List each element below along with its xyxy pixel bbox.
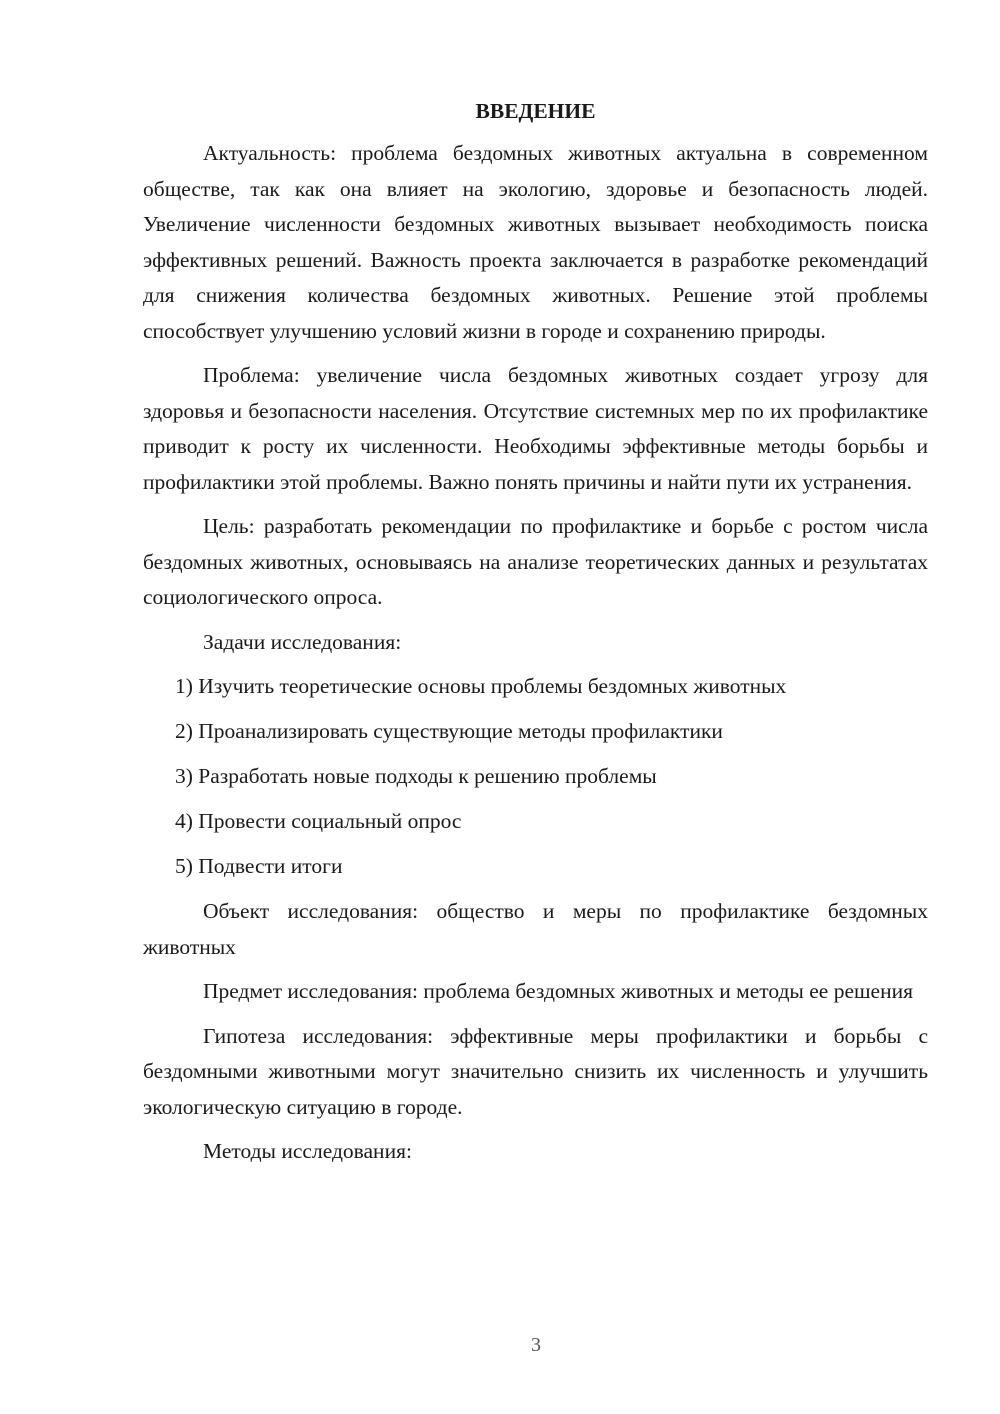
tasks-list (143, 669, 928, 885)
subject-paragraph: Предмет исследования: проблема бездомных животных и методы ее решения (203, 979, 913, 1003)
page-number: 3 (531, 1334, 541, 1356)
task-item: 1) Изучить теоретические основы проблемы бездомных животных (175, 674, 787, 698)
problem-paragraph: Проблема: увеличение числа бездомных животных создает угрозу для здоровья и безопасности населения. Отсутствие системных мер по их профилактике приводит к росту их численности. Необходимы эффективные методы борьбы и профилактики этой проблемы. Важно понять причины и найти пути их устранения. (143, 363, 928, 494)
object-paragraph: Объект исследования: общество и меры по профилактике бездомных животных (143, 899, 928, 959)
relevance-paragraph: Актуальность: проблема бездомных животных актуальна в современном обществе, так как она влияет на экологию, здоровье и безопасность людей. Увеличение численности бездомных животных вызывает необходимость поиска эффективных решений. Важность проекта заключается в разработке рекомендаций для снижения количества бездомных животных. Решение этой проблемы способствует улучшению условий жизни в городе и сохранению природы. (143, 141, 928, 343)
tasks-heading: Задачи исследования: (203, 629, 402, 654)
hypothesis-paragraph: Гипотеза исследования: эффективные меры профилактики и борьбы с бездомными животными могут значительно снизить их численность и улучшить экологическую ситуацию в городе. (143, 1023, 928, 1119)
task-item: 4) Провести социальный опрос (175, 809, 462, 833)
task-item: 2) Проанализировать существующие методы профилактики (175, 719, 723, 743)
page-title: ВВЕДЕНИЕ (475, 99, 596, 123)
goal-paragraph: Цель: разработать рекомендации по профилактике и борьбе с ростом числа бездомных животных, основываясь на анализе теоретических данных и результатах социологического опроса. (143, 514, 928, 609)
page-content (143, 96, 928, 1179)
task-item: 5) Подвести итоги (175, 854, 343, 878)
task-item: 3) Разработать новые подходы к решению проблемы (175, 764, 657, 788)
methods-heading: Методы исследования: (203, 1139, 412, 1163)
